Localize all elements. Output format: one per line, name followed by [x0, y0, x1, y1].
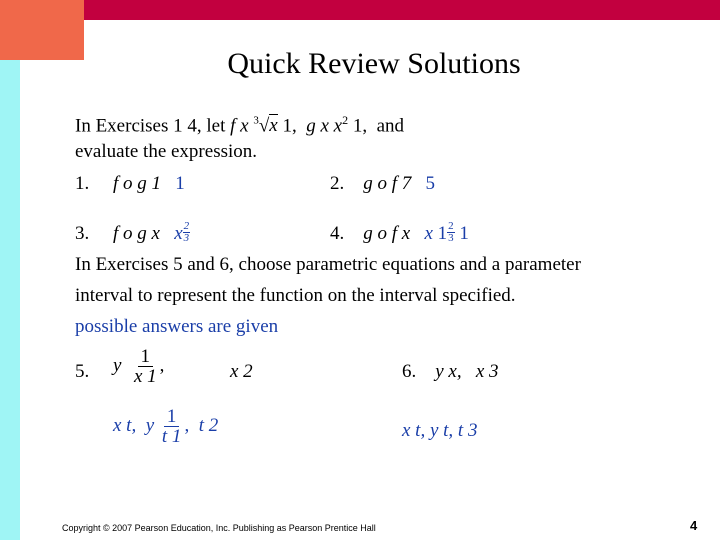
copyright-footer: Copyright © 2007 Pearson Education, Inc. Publishing as Pearson Prentice Hall — [62, 523, 376, 533]
exercise-3: 3. f o g x x $\frac{2}{3}$ — [75, 220, 190, 244]
answer-3: x $\frac{2}{3}$ — [174, 220, 190, 244]
side-strip — [0, 60, 20, 540]
header-bar — [84, 0, 720, 20]
section2-line-3: possible answers are given — [75, 316, 279, 337]
exercise-5-answer: x t, y $\frac{1}{t 1}$ , t 2 — [113, 406, 219, 447]
slide-title: Quick Review Solutions — [227, 47, 521, 80]
exercise-5-function: y $\frac{1}{x 1}$ , — [113, 346, 165, 387]
exercise-1: 1. f o g 1 1 — [75, 173, 185, 194]
section2-line-2: interval to represent the function on the interval specified. — [75, 285, 516, 306]
exercise-6-answer: x t, y t, t 3 — [402, 420, 478, 441]
exercise-5-condition: x 2 — [230, 361, 253, 382]
section2-line-1: In Exercises 5 and 6, choose parametric equations and a parameter — [75, 254, 581, 275]
intro-line-1: In Exercises 1 4, let f x $^3$√x 1, g x $x^2$ 1, and — [75, 113, 405, 137]
page-number: 4 — [690, 518, 698, 533]
exercise-2: 2. g o f 7 5 — [330, 173, 436, 194]
intro-line-2: evaluate the expression. — [75, 141, 258, 162]
exercise-4: 4. g o f x x 1 $\frac{2}{3}$ 1 — [330, 220, 469, 244]
exercise-6: 6. y x, x 3 — [402, 361, 499, 382]
answer-1: 1 — [175, 173, 185, 194]
exercise-5-number: 5. — [75, 361, 90, 382]
answer-2: 5 — [425, 173, 436, 194]
answer-4: x 1 $\frac{2}{3}$ 1 — [424, 220, 469, 244]
